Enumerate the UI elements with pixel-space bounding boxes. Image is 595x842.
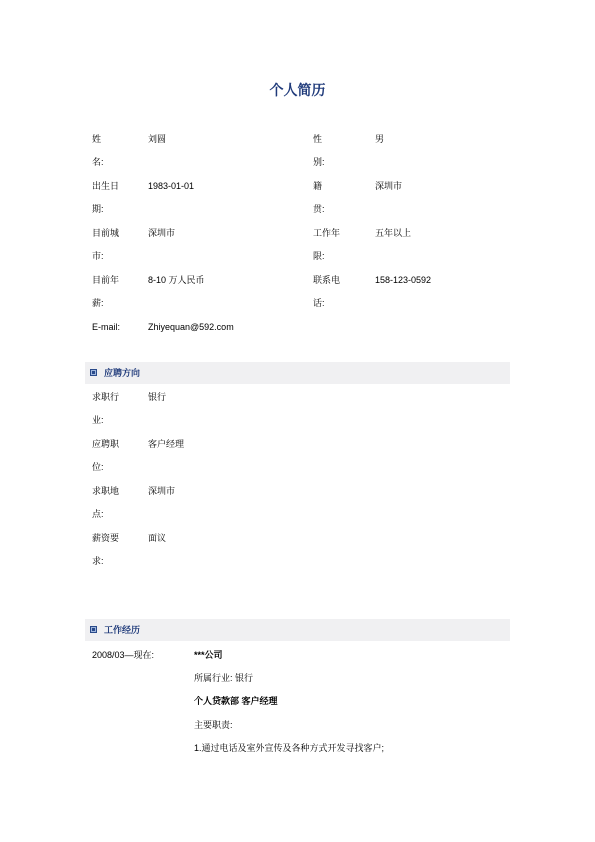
- birth-label: 出生日: [92, 181, 120, 191]
- phone-label: 联系电: [313, 275, 341, 285]
- experience-company: ***公司: [194, 650, 223, 660]
- experience-duties-label: 主要职责:: [194, 720, 233, 730]
- section-bullet-icon: [90, 626, 97, 633]
- location-label: 求职地: [92, 486, 120, 496]
- gender-value: 男: [375, 134, 385, 144]
- industry-label: 求职行: [92, 392, 120, 402]
- experience-role: 个人贷款部 客户经理: [194, 696, 278, 706]
- position-value: 客户经理: [148, 439, 185, 449]
- birth-label-cont: 期:: [92, 204, 104, 214]
- name-value: 刘圆: [148, 134, 167, 144]
- origin-label-cont: 贯:: [313, 204, 325, 214]
- location-label-cont: 点:: [92, 509, 104, 519]
- years-label: 工作年: [313, 228, 341, 238]
- origin-label: 籍: [313, 181, 323, 191]
- name-label: 姓: [92, 134, 102, 144]
- phone-value: 158-123-0592: [375, 275, 432, 285]
- pay-value: 面议: [148, 533, 167, 543]
- name-label-cont: 名:: [92, 157, 104, 167]
- pay-label-cont: 求:: [92, 556, 104, 566]
- email-value: Zhiyequan@592.com: [148, 322, 234, 332]
- pay-label: 薪资要: [92, 533, 120, 543]
- section-header-experience: [85, 619, 510, 641]
- salary-label-cont: 薪:: [92, 298, 104, 308]
- years-value: 五年以上: [375, 228, 412, 238]
- experience-industry: 所属行业: 银行: [194, 673, 254, 683]
- location-value: 深圳市: [148, 486, 176, 496]
- city-label-cont: 市:: [92, 251, 104, 261]
- phone-label-cont: 话:: [313, 298, 325, 308]
- origin-value: 深圳市: [375, 181, 403, 191]
- years-label-cont: 限:: [313, 251, 325, 261]
- industry-label-cont: 业:: [92, 415, 104, 425]
- section-bullet-icon: [90, 369, 97, 376]
- experience-period: 2008/03—现在:: [92, 650, 155, 660]
- experience-duty-1: 1.通过电话及室外宣传及各种方式开发寻找客户;: [194, 743, 385, 753]
- position-label-cont: 位:: [92, 462, 104, 472]
- city-label: 目前城: [92, 228, 120, 238]
- email-label: E-mail:: [92, 322, 121, 332]
- section-header-intent: [85, 362, 510, 384]
- salary-label: 目前年: [92, 275, 120, 285]
- section-title-experience: 工作经历: [104, 625, 141, 635]
- position-label: 应聘职: [92, 439, 120, 449]
- industry-value: 银行: [148, 392, 167, 402]
- gender-label: 性: [313, 134, 323, 144]
- salary-value: 8-10 万人民币: [148, 275, 205, 285]
- city-value: 深圳市: [148, 228, 176, 238]
- section-title-intent: 应聘方向: [104, 368, 141, 378]
- gender-label-cont: 别:: [313, 157, 325, 167]
- page-title: 个人简历: [269, 83, 326, 99]
- birth-value: 1983-01-01: [148, 181, 195, 191]
